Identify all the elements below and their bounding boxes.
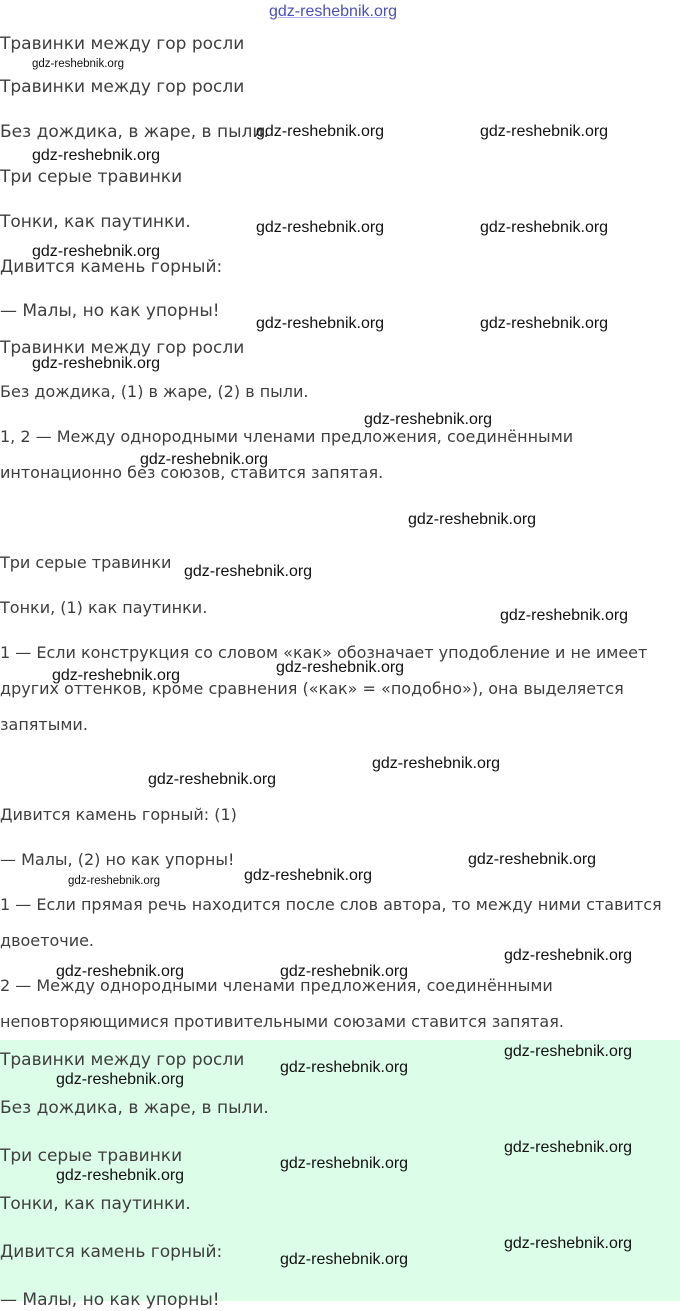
- answer-line-4: Тонки, как паутинки.: [0, 1194, 191, 1214]
- watermark: gdz-reshebnik.org: [52, 667, 181, 684]
- watermark: gdz-reshebnik.org: [480, 123, 609, 140]
- watermark: gdz-reshebnik.org: [32, 58, 125, 70]
- explanation-text: 2 — Между однородными членами предложения, соединёнными: [0, 976, 553, 995]
- watermark: gdz-reshebnik.org: [32, 355, 161, 372]
- watermark: gdz-reshebnik.org: [280, 1155, 409, 1172]
- watermark: gdz-reshebnik.org: [480, 315, 609, 332]
- header-watermark-link[interactable]: gdz-reshebnik.org: [269, 3, 398, 20]
- poem-line-4: Три серые травинки: [0, 167, 183, 187]
- explanation-text: интонационно без союзов, ставится запятая.: [0, 463, 384, 482]
- watermark: gdz-reshebnik.org: [184, 563, 313, 580]
- poem-line-2: Травинки между гор росли: [0, 77, 245, 97]
- watermark: gdz-reshebnik.org: [468, 851, 597, 868]
- explanation-text: 1 — Если прямая речь находится после слов автора, то между ними ставится: [0, 895, 662, 914]
- poem-line-6: Дивится камень горный:: [0, 257, 223, 277]
- watermark: gdz-reshebnik.org: [408, 511, 537, 528]
- watermark: gdz-reshebnik.org: [504, 1235, 633, 1252]
- watermark: gdz-reshebnik.org: [56, 1167, 185, 1184]
- explanation-text: запятыми.: [0, 715, 88, 734]
- analysis-marked-line: Тонки, (1) как паутинки.: [0, 598, 208, 617]
- watermark: gdz-reshebnik.org: [56, 963, 185, 980]
- watermark: gdz-reshebnik.org: [504, 1139, 633, 1156]
- analysis-marked-line: Без дождика, (1) в жаре, (2) в пыли.: [0, 382, 309, 401]
- answer-line-6: — Малы, но как упорны!: [0, 1290, 220, 1310]
- answer-line-5: Дивится камень горный:: [0, 1242, 223, 1262]
- watermark: gdz-reshebnik.org: [480, 219, 609, 236]
- watermark: gdz-reshebnik.org: [148, 771, 277, 788]
- poem-line-5: Тонки, как паутинки.: [0, 212, 191, 232]
- watermark: gdz-reshebnik.org: [256, 123, 385, 140]
- explanation-text: 1 — Если конструкция со словом «как» обозначает уподобление и не имеет: [0, 643, 648, 662]
- watermark: gdz-reshebnik.org: [32, 147, 161, 164]
- watermark: gdz-reshebnik.org: [68, 875, 161, 887]
- explanation-text: других оттенков, кроме сравнения («как» = «подобно»), она выделяется: [0, 679, 624, 698]
- watermark: gdz-reshebnik.org: [256, 219, 385, 236]
- analysis-marked-line: Дивится камень горный: (1): [0, 805, 237, 824]
- watermark: gdz-reshebnik.org: [504, 947, 633, 964]
- watermark: gdz-reshebnik.org: [244, 867, 373, 884]
- watermark: gdz-reshebnik.org: [372, 755, 501, 772]
- poem-line-1: Травинки между гор росли: [0, 34, 245, 54]
- answer-line-2: Без дождика, в жаре, в пыли.: [0, 1098, 269, 1118]
- watermark: gdz-reshebnik.org: [280, 963, 409, 980]
- watermark: gdz-reshebnik.org: [280, 1251, 409, 1268]
- answer-line-1: Травинки между гор росли: [0, 1050, 245, 1070]
- poem-line-7: — Малы, но как упорны!: [0, 301, 220, 321]
- analysis-marked-line: — Малы, (2) но как упорны!: [0, 850, 235, 869]
- explanation-text: двоеточие.: [0, 931, 95, 950]
- watermark: gdz-reshebnik.org: [140, 451, 269, 468]
- watermark: gdz-reshebnik.org: [276, 659, 405, 676]
- watermark: gdz-reshebnik.org: [500, 607, 629, 624]
- answer-line-3: Три серые травинки: [0, 1146, 183, 1166]
- explanation-text: неповторяющимися противительными союзами ставится запятая.: [0, 1012, 564, 1031]
- analysis-line: Три серые травинки: [0, 553, 172, 572]
- watermark: gdz-reshebnik.org: [32, 243, 161, 260]
- watermark: gdz-reshebnik.org: [364, 411, 493, 428]
- explanation-text: 1, 2 — Между однородными членами предложения, соединёнными: [0, 427, 574, 446]
- watermark: gdz-reshebnik.org: [280, 1059, 409, 1076]
- watermark: gdz-reshebnik.org: [504, 1043, 633, 1060]
- watermark: gdz-reshebnik.org: [56, 1071, 185, 1088]
- watermark: gdz-reshebnik.org: [256, 315, 385, 332]
- analysis-line: Травинки между гор росли: [0, 338, 245, 358]
- poem-line-3: Без дождика, в жаре, в пыли.: [0, 122, 269, 142]
